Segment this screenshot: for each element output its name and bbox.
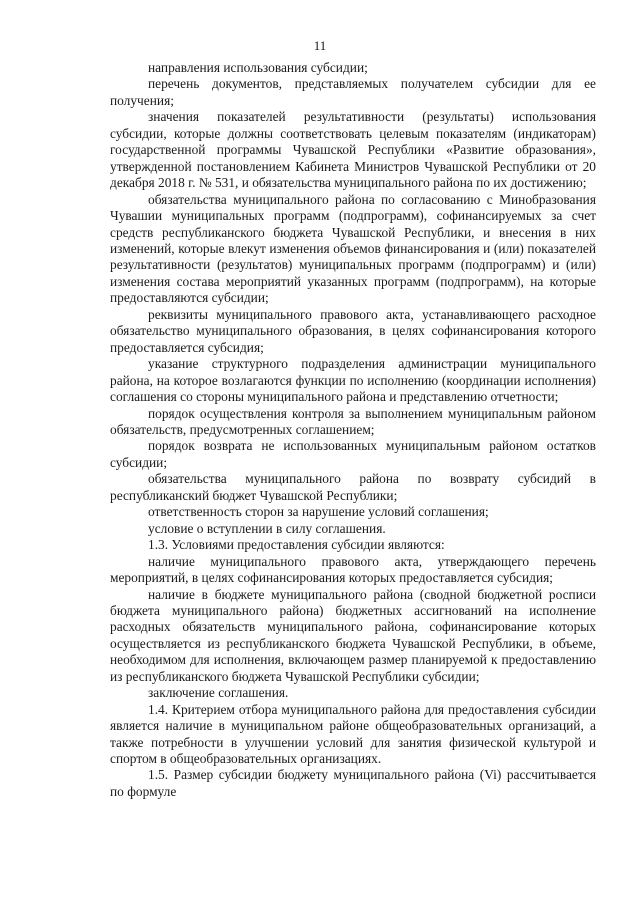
paragraph: наличие в бюджете муниципального района (сводной бюджетной росписи бюджета муниципального района) бюджетных ассигнований на исполнение расходных обязательств муниципального района, софинансирование которых осуществляется из республиканского бюджета Чувашской Республики, в объеме, необходимом для исполнения, включающем размер планируемой к предоставлению из республиканского бюджета Чувашской Республики субсидии; <box>110 586 596 684</box>
paragraph: заключение соглашения. <box>148 685 289 701</box>
paragraph: направления использования субсидии; <box>148 60 368 75</box>
page-number: 11 <box>313 38 327 53</box>
paragraph: указание структурного подразделения администрации муниципального района, на которое возлагаются функции по исполнению (координации исполнения) соглашения со стороны муниципального района и представлению отчетности; <box>110 356 596 405</box>
section-paragraph-1-5: 1.5. Размер субсидии бюджету муниципального района (Vi) рассчитывается по формуле <box>110 767 596 799</box>
section-paragraph-1-4: 1.4. Критерием отбора муниципального района для предоставления субсидии является наличие в муниципальном районе общеобразовательных организаций, а также потребности в улучшении условий для занятия физической культурой и спортом в общеобразовательных организациях. <box>110 701 596 767</box>
section-heading-1-3: 1.3. Условиями предоставления субсидии являются: <box>148 537 445 553</box>
paragraph: условие о вступлении в силу соглашения. <box>148 520 386 536</box>
paragraph: наличие муниципального правового акта, утверждающего перечень мероприятий, в целях софинансирования которых предоставляется субсидия; <box>110 553 596 586</box>
paragraph: порядок осуществления контроля за выполнением муниципальным районом обязательств, предусмотренных соглашением; <box>110 405 596 437</box>
paragraph: обязательства муниципального района по возврату субсидий в республиканский бюджет Чувашской Республики; <box>110 471 596 503</box>
paragraph: ответственность сторон за нарушение условий соглашения; <box>148 504 489 520</box>
paragraph: обязательства муниципального района по согласованию с Минобразования Чувашии муниципальных программ (подпрограмм), софинансируемых за счет средств республиканского бюджета Чувашской Республики, и внесения в них изменений, которые влекут изменения объемов финансирования и (или) показателей результативности (результатов) муниципальных программ (подпрограмм) и (или) изменения состава мероприятий указанных программ (подпрограмм), на которые предоставляются субсидии; <box>110 191 596 306</box>
document-body <box>110 60 596 800</box>
paragraph: перечень документов, представляемых получателем субсидии для ее получения; <box>110 76 596 108</box>
paragraph: реквизиты муниципального правового акта, устанавливающего расходное обязательство муниципального образования, в целях софинансирования которого предоставляется субсидия; <box>110 306 596 355</box>
paragraph: значения показателей результативности (результаты) использования субсидии, которые должны соответствовать целевым показателям (индикаторам) государственной программы Чувашской Республики «Развитие образования», утвержденной постановлением Кабинета Министров Чувашской Республики от 20 декабря 2018 г. № 531, и обязательства муниципального района по их достижению; <box>110 109 596 191</box>
paragraph: порядок возврата не использованных муниципальным районом остатков субсидии; <box>110 438 596 470</box>
